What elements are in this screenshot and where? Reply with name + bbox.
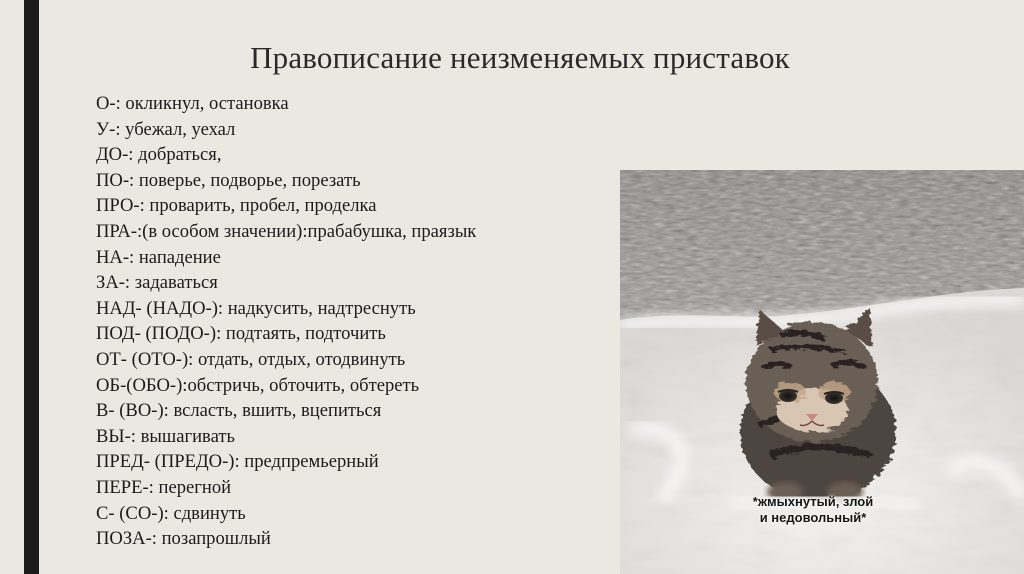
- prefix-rule-list: [96, 91, 476, 552]
- rule-item: ОБ-(ОБО-):обстричь, обточить, обтереть: [96, 374, 420, 396]
- rule-item: ВЫ-: вышагивать: [96, 425, 235, 447]
- accent-bar: [24, 0, 39, 574]
- rule-item: ПО-: поверье, подворье, порезать: [96, 169, 361, 191]
- slide-title: Правописание неизменяемых приставок: [250, 40, 790, 75]
- rule-item: О-: окликнул, остановка: [96, 93, 289, 114]
- rule-item: ДО-: добраться,: [96, 144, 222, 166]
- rule-item: ПРЕД- (ПРЕДО-): предпремьерный: [96, 451, 379, 473]
- rule-item: В- (ВО-): всласть, вшить, вцепиться: [96, 400, 382, 422]
- photo-caption: [728, 494, 898, 526]
- rule-item: У-: убежал, уехал: [96, 118, 236, 140]
- rule-item: ОТ- (ОТО-): отдать, отдых, отодвинуть: [96, 348, 406, 370]
- rule-item: ПРА-:(в особом значении):прабабушка, праязык: [96, 220, 477, 242]
- rule-item: ПЕРЕ-: перегной: [96, 476, 232, 498]
- caption-line: и недовольный*: [759, 510, 867, 525]
- rule-item: НА-: нападение: [96, 246, 221, 268]
- rule-item: ПРО-: проварить, пробел, проделка: [96, 195, 377, 217]
- rule-item: ПОЗА-: позапрошлый: [96, 528, 271, 550]
- rule-item: ПОД- (ПОДО-): подтаять, подточить: [96, 323, 386, 345]
- caption-line: *жмыхнутый, злой: [752, 494, 874, 509]
- rule-item: С- (СО-): сдвинуть: [96, 502, 246, 524]
- rule-item: НАД- (НАДО-): надкусить, надтреснуть: [96, 297, 416, 319]
- rule-item: ЗА-: задаваться: [96, 272, 218, 294]
